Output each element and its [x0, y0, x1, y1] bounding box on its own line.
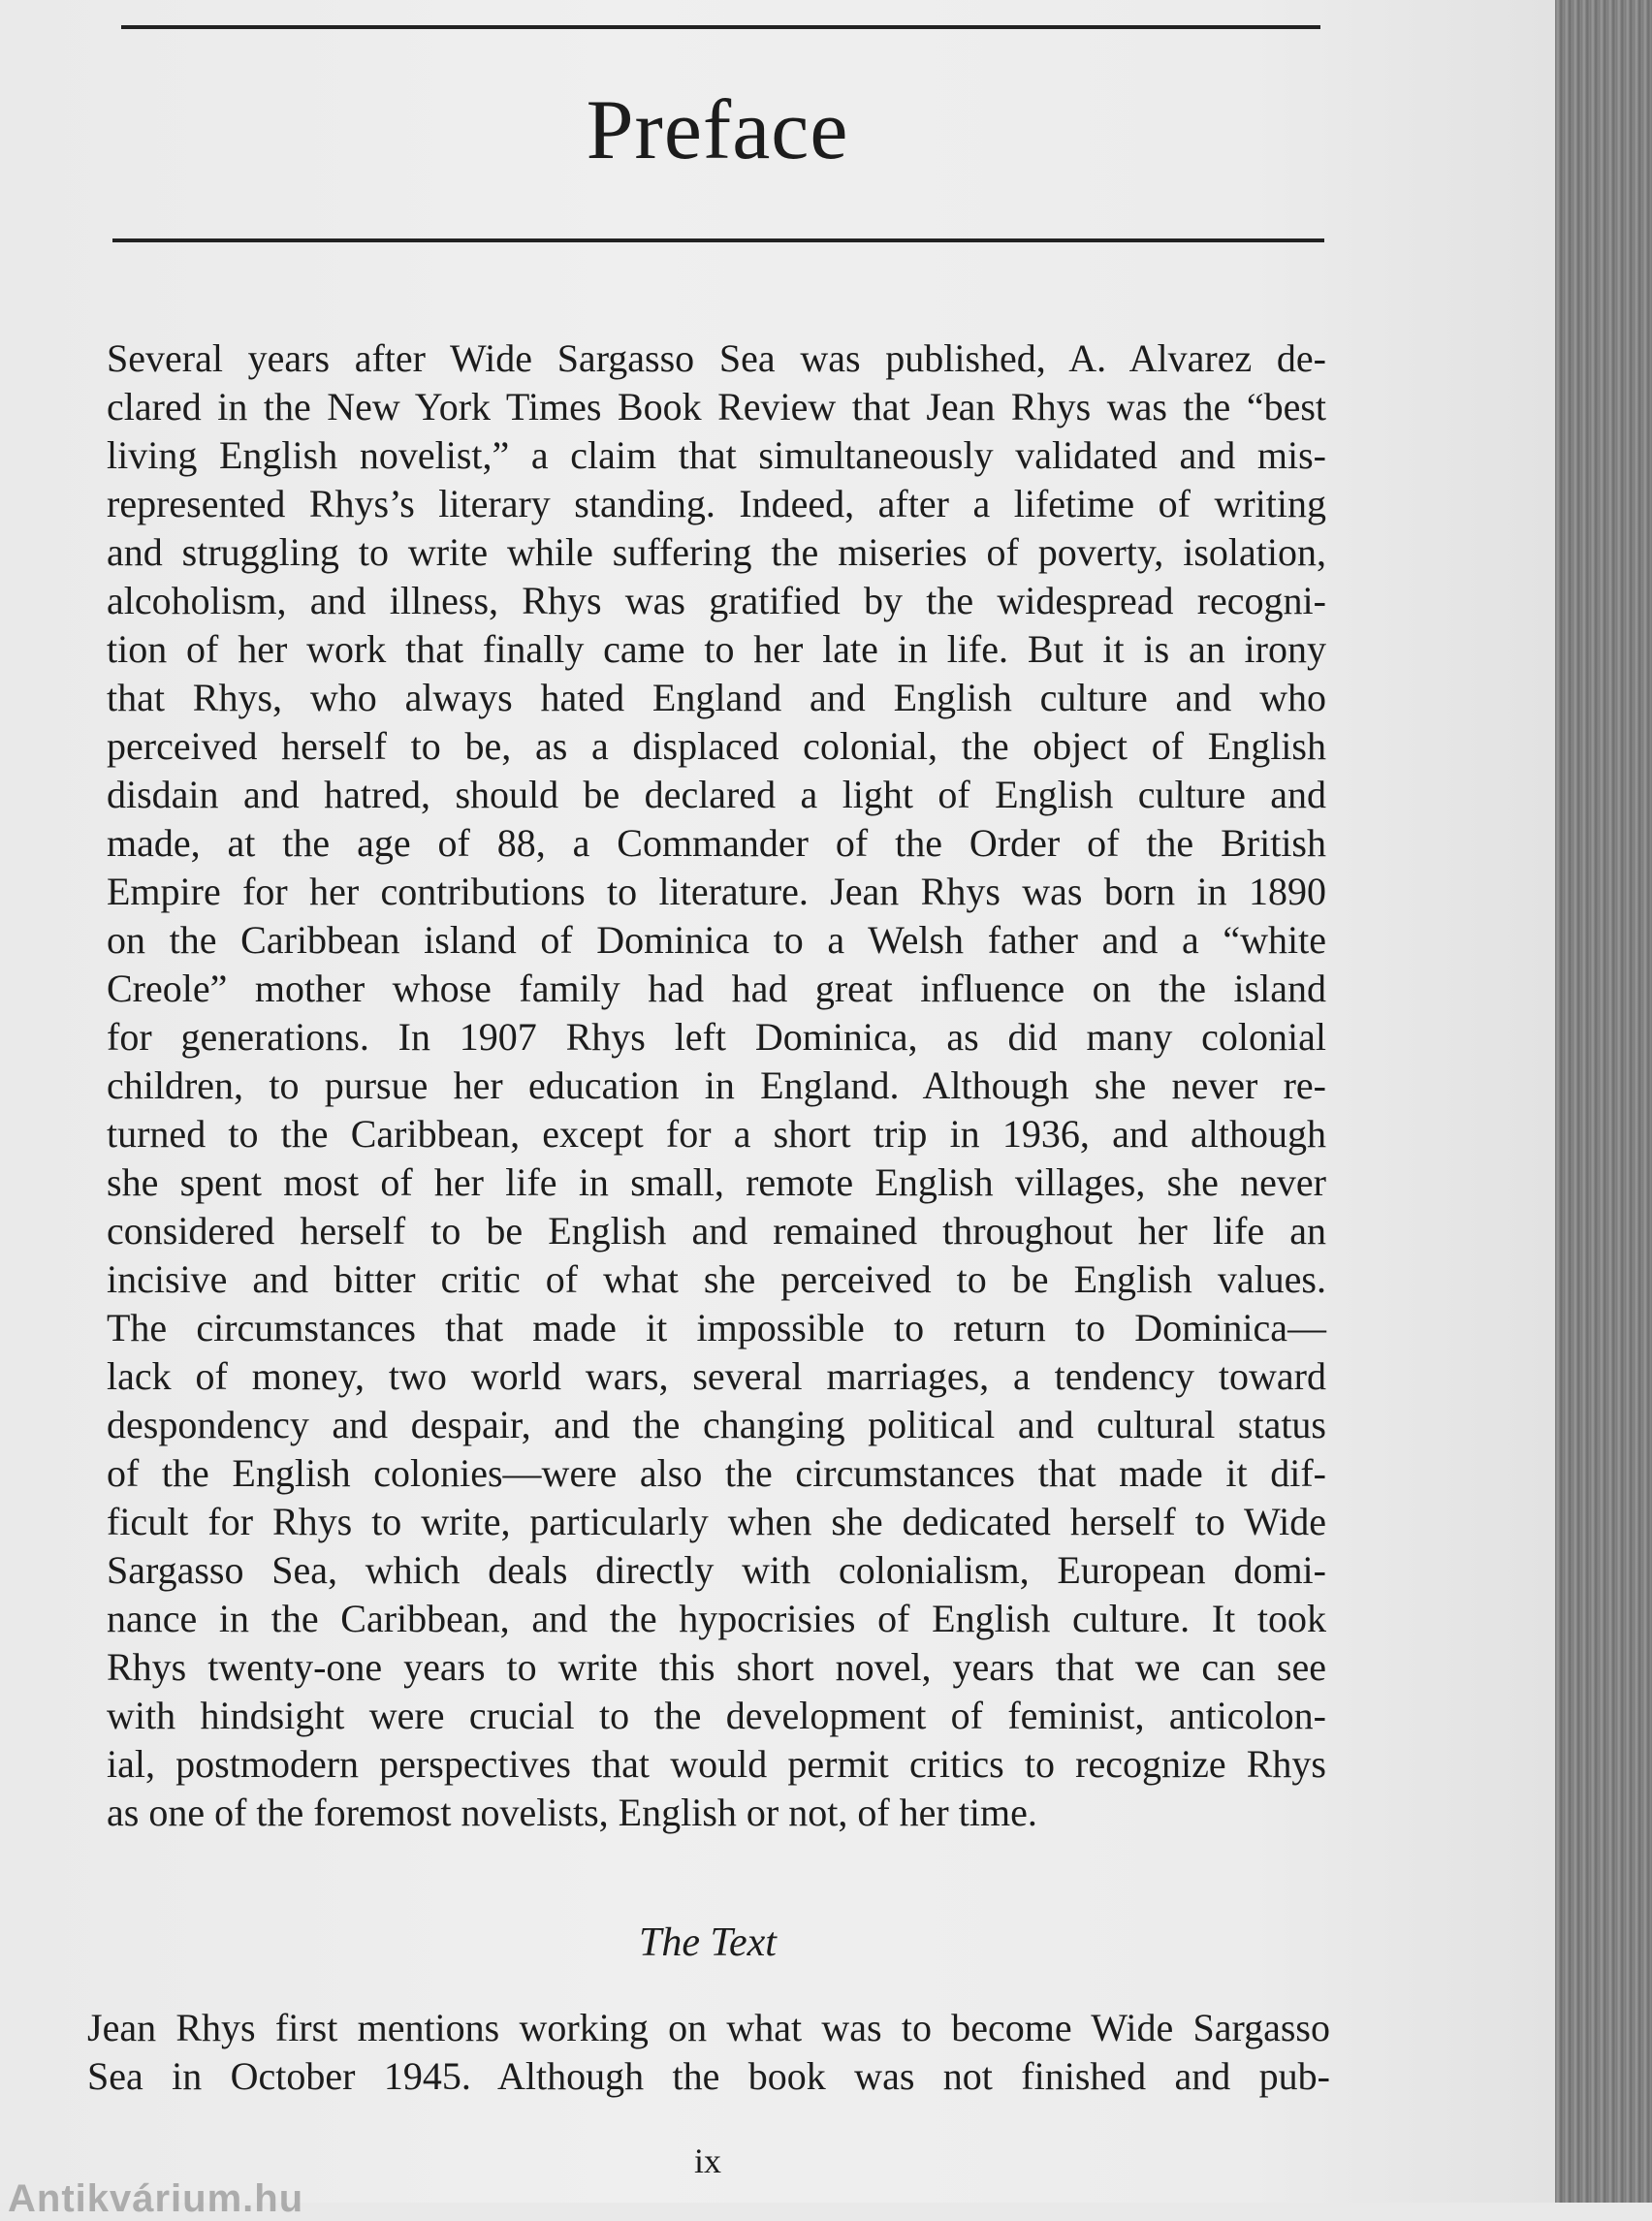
text-line: despondency and despair, and the changing political and cultural status — [107, 1403, 1326, 1446]
text-line: Jean Rhys first mentions working on what was to become Wide Sargasso — [87, 2006, 1330, 2049]
text-line: lack of money, two world wars, several marriages, a tendency toward — [107, 1354, 1326, 1398]
section-heading: The Text — [639, 1920, 777, 1965]
text-line: disdain and hatred, should be declared a light of English culture and — [107, 773, 1326, 816]
text-line: she spent most of her life in small, remote English villages, she never — [107, 1160, 1326, 1204]
text-line: Empire for her contributions to literature. Jean Rhys was born in 1890 — [107, 870, 1326, 913]
text-line: of the English colonies—were also the circumstances that made it dif- — [107, 1451, 1326, 1495]
text-section-paragraph — [87, 2004, 1330, 2101]
text-line: living English novelist,” a claim that simultaneously validated and mis- — [107, 433, 1326, 477]
text-line: clared in the New York Times Book Review that Jean Rhys was the “best — [107, 385, 1326, 428]
text-line: considered herself to be English and remained throughout her life an — [107, 1209, 1326, 1253]
text-line: Sea in October 1945. Although the book was not finished and pub- — [87, 2054, 1330, 2098]
watermark: Antikvárium.hu — [8, 2177, 304, 2220]
text-line: ficult for Rhys to write, particularly when she dedicated herself to Wide — [107, 1500, 1326, 1543]
text-line: and struggling to write while suffering the miseries of poverty, isolation, — [107, 530, 1326, 574]
page-title: Preface — [586, 83, 849, 177]
top-rule — [121, 25, 1320, 29]
text-line: that Rhys, who always hated England and English culture and who — [107, 676, 1326, 719]
text-line: on the Caribbean island of Dominica to a Welsh father and a “white — [107, 918, 1326, 962]
title-underline-rule — [112, 238, 1324, 242]
text-line: with hindsight were crucial to the development of feminist, anticolon- — [107, 1694, 1326, 1737]
text-line: nance in the Caribbean, and the hypocrisies of English culture. It took — [107, 1597, 1326, 1640]
text-line: Rhys twenty-one years to write this short novel, years that we can see — [107, 1645, 1326, 1689]
text-line: Creole” mother whose family had had great influence on the island — [107, 967, 1326, 1010]
page-edge-shadow — [1555, 0, 1652, 2203]
text-line: turned to the Caribbean, except for a short trip in 1936, and although — [107, 1112, 1326, 1156]
text-line: perceived herself to be, as a displaced colonial, the object of English — [107, 724, 1326, 768]
page-number: ix — [693, 2142, 721, 2180]
text-line: incisive and bitter critic of what she perceived to be English values. — [107, 1257, 1326, 1301]
text-line: The circumstances that made it impossible to return to Dominica— — [107, 1306, 1326, 1349]
text-line: children, to pursue her education in England. Although she never re- — [107, 1063, 1326, 1107]
preface-paragraph-1 — [107, 334, 1326, 1837]
text-line: Sargasso Sea, which deals directly with colonialism, European domi- — [107, 1548, 1326, 1592]
text-line: as one of the foremost novelists, English or not, of her time. — [107, 1791, 1037, 1834]
text-line: Several years after Wide Sargasso Sea was published, A. Alvarez de- — [107, 336, 1326, 380]
text-line: ial, postmodern perspectives that would permit critics to recognize Rhys — [107, 1742, 1326, 1786]
text-line: made, at the age of 88, a Commander of the Order of the British — [107, 821, 1326, 865]
text-line: tion of her work that finally came to her late in life. But it is an irony — [107, 627, 1326, 671]
text-line: represented Rhys’s literary standing. Indeed, after a lifetime of writing — [107, 482, 1326, 525]
text-line: for generations. In 1907 Rhys left Dominica, as did many colonial — [107, 1015, 1326, 1059]
text-line: alcoholism, and illness, Rhys was gratified by the widespread recogni- — [107, 579, 1326, 622]
